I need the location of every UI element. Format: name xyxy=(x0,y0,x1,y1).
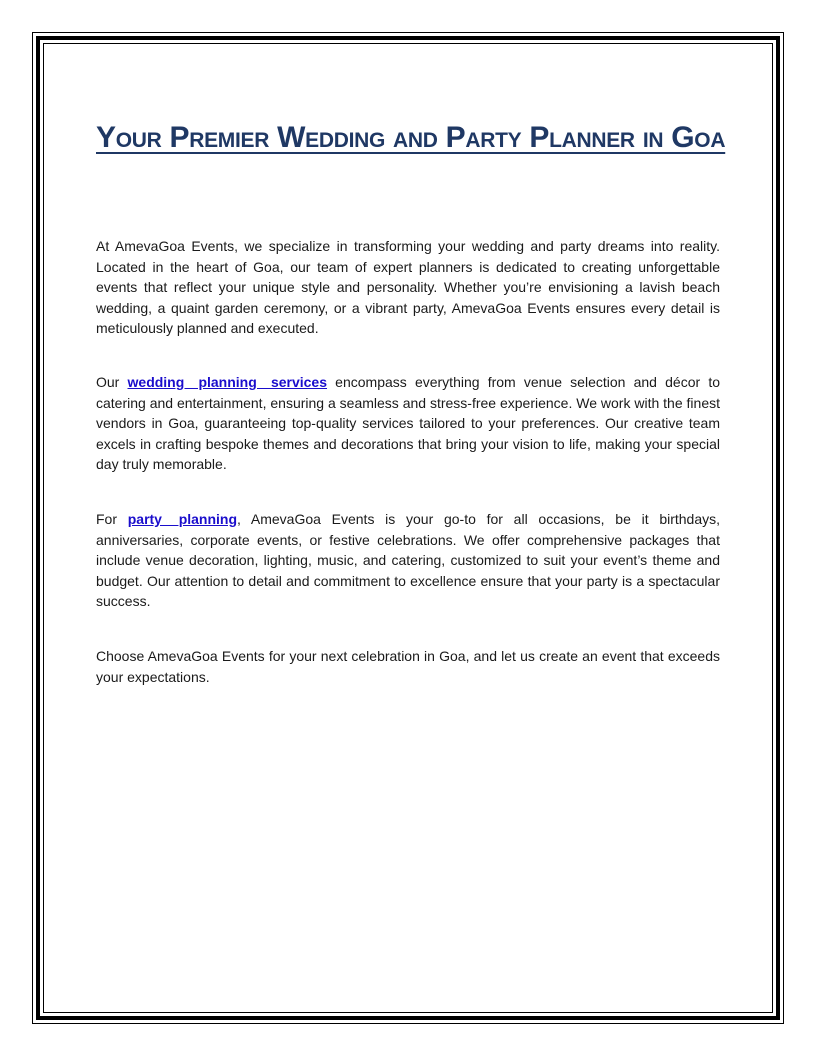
intro-paragraph: At AmevaGoa Events, we specialize in transforming your wedding and party dreams into reality. Located in the heart of Goa, our team of expert planners is dedicated to creating unforgettable events that reflect your unique style and personality. Whether you’re envisioning a lavish beach wedding, a quaint garden ceremony, or a vibrant party, AmevaGoa Events ensures every detail is meticulously planned and executed. xyxy=(96,238,720,337)
closing-paragraph: Choose AmevaGoa Events for your next celebration in Goa, and let us create an event that exceeds your expectations. xyxy=(96,648,720,685)
party-planning-paragraph xyxy=(96,509,720,612)
paragraph-text: , AmevaGoa Events is your go-to for all occasions, be it birthdays, anniversaries, corporate events, or festive celebrations. We offer comprehensive packages that include venue decoration, lighting, music, and catering, customized to suit your event’s theme and budget. Our attention to detail and commitment to excellence ensure that your party is a spectacular success. xyxy=(96,511,721,610)
wedding-planning-services-link[interactable]: wedding planning services xyxy=(127,374,328,390)
wedding-services-paragraph xyxy=(96,372,720,475)
paragraph-text: For xyxy=(96,511,128,527)
document-title: Your Premier Wedding and Party Planner in Goa xyxy=(96,121,726,154)
paragraph-text: Our xyxy=(96,374,128,390)
paragraph-text: encompass everything from venue selection and décor to catering and entertainment, ensuring a seamless and stress-free experience. We work with the finest vendors in Goa, guaranteeing top-quality services tailored to your preferences. Our creative team excels in crafting bespoke themes and decorations that bring your vision to life, making your special day truly memorable. xyxy=(96,374,720,473)
party-planning-link[interactable]: party planning xyxy=(127,511,238,527)
